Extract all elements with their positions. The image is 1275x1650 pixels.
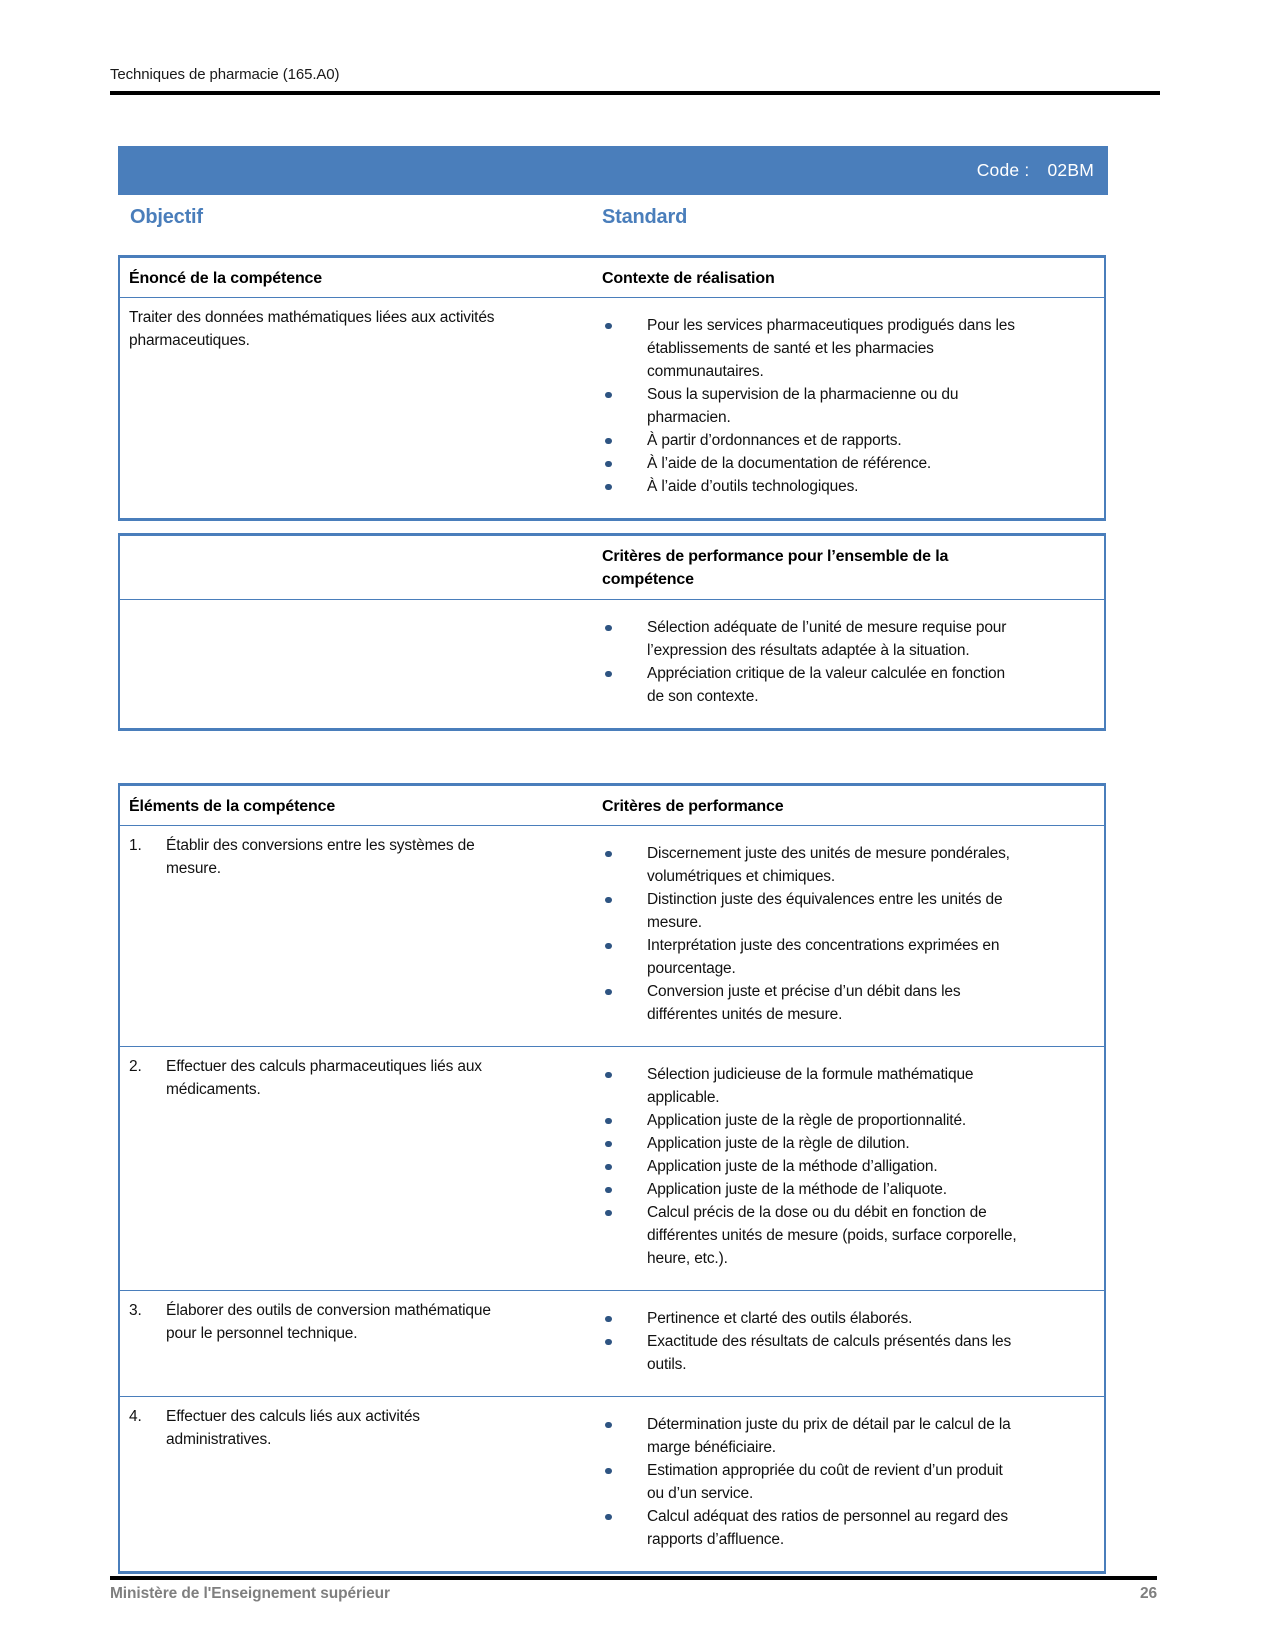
objectif-title: Objectif <box>130 206 203 228</box>
element-cell <box>120 826 602 1046</box>
element-cell <box>120 1047 602 1290</box>
list-item: Exactitude des résultats de calculs présentés dans les outils. <box>647 1330 1022 1376</box>
elements-header: Éléments de la compétence <box>129 798 336 815</box>
element-text: Établir des conversions entre les systèmes de mesure. <box>166 837 475 877</box>
table-header-row <box>120 536 1104 599</box>
criteres-cell <box>602 826 1104 1046</box>
list-item: Pour les services pharmaceutiques prodigués dans les établissements de santé et les pharmacies communautaires. <box>647 314 1022 383</box>
criteres-ensemble-header-text: Critères de performance pour l’ensemble de la compétence <box>602 548 949 588</box>
element-number: 4. <box>129 1408 142 1425</box>
competence-statement: Traiter des données mathématiques liées aux activités pharmaceutiques. <box>129 309 495 349</box>
criteres-bullet-list <box>602 1299 1092 1386</box>
list-item: Sélection judicieuse de la formule mathématique applicable. <box>647 1063 1022 1109</box>
list-item: Conversion juste et précise d’un débit dans les différentes unités de mesure. <box>647 980 1022 1026</box>
list-item: À l’aide de la documentation de référence. <box>647 452 1022 475</box>
criteres-cell <box>602 1397 1104 1571</box>
table-header-row <box>120 258 1104 297</box>
table-row <box>120 297 1104 518</box>
list-item: Interprétation juste des concentrations exprimées en pourcentage. <box>647 934 1022 980</box>
code-value: 02BM <box>1047 160 1094 180</box>
table-header-row <box>120 786 1104 825</box>
criteres-ensemble-bullet-list <box>602 608 1092 718</box>
table-row <box>120 599 1104 728</box>
list-item: Application juste de la méthode d’alligation. <box>647 1155 1022 1178</box>
list-item: Sous la supervision de la pharmacienne ou du pharmacien. <box>647 383 1022 429</box>
enonce-contexte-table <box>118 255 1106 521</box>
element-text: Effectuer des calculs liés aux activités administratives. <box>166 1408 420 1448</box>
element-cell <box>120 1291 602 1396</box>
document-footer <box>110 1585 1157 1603</box>
footer-ministry: Ministère de l'Enseignement supérieur <box>110 1585 390 1602</box>
criteres-header: Critères de performance <box>602 798 784 815</box>
criteres-ensemble-header <box>602 536 1104 599</box>
footer-rule <box>110 1576 1157 1580</box>
criteres-bullet-list <box>602 1055 1092 1280</box>
empty-cell <box>120 600 602 728</box>
list-item: Calcul adéquat des ratios de personnel au regard des rapports d’affluence. <box>647 1505 1022 1551</box>
competence-statement-cell <box>120 298 602 518</box>
header-rule <box>110 91 1160 95</box>
contexte-cell <box>602 298 1104 518</box>
criteres-cell <box>602 1047 1104 1290</box>
criteres-bullet-list <box>602 834 1092 1036</box>
list-item: À l’aide d’outils technologiques. <box>647 475 1022 498</box>
list-item: Pertinence et clarté des outils élaborés. <box>647 1307 1022 1330</box>
list-item: Application juste de la règle de dilution. <box>647 1132 1022 1155</box>
criteres-bullet-list <box>602 1405 1092 1561</box>
element-number: 3. <box>129 1302 142 1319</box>
code-label: Code : <box>976 160 1030 180</box>
list-item: Discernement juste des unités de mesure pondérales, volumétriques et chimiques. <box>647 842 1022 888</box>
page-number: 26 <box>1139 1585 1157 1602</box>
table-row <box>120 1396 1104 1571</box>
criteres-cell <box>602 1291 1104 1396</box>
elements-criteres-table <box>118 783 1106 1574</box>
standard-title: Standard <box>602 206 688 228</box>
table-row <box>120 1046 1104 1290</box>
element-number: 2. <box>129 1058 142 1075</box>
criteres-ensemble-cell <box>602 600 1104 728</box>
list-item: Distinction juste des équivalences entre les unités de mesure. <box>647 888 1022 934</box>
contexte-bullet-list <box>602 306 1092 508</box>
code-banner <box>118 146 1108 195</box>
list-item: À partir d’ordonnances et de rapports. <box>647 429 1022 452</box>
list-item: Calcul précis de la dose ou du débit en fonction de différentes unités de mesure (poids, surface corporelle, heure, etc.). <box>647 1201 1022 1270</box>
empty-cell <box>120 536 602 599</box>
table-row <box>120 825 1104 1046</box>
list-item: Application juste de la méthode de l’aliquote. <box>647 1178 1022 1201</box>
list-item: Application juste de la règle de proportionnalité. <box>647 1109 1022 1132</box>
criteres-ensemble-table <box>118 533 1106 731</box>
list-item: Appréciation critique de la valeur calculée en fonction de son contexte. <box>647 662 1022 708</box>
contexte-header: Contexte de réalisation <box>602 270 775 287</box>
table-row <box>120 1290 1104 1396</box>
enonce-header: Énoncé de la compétence <box>129 270 323 287</box>
list-item: Sélection adéquate de l’unité de mesure requise pour l’expression des résultats adaptée à la situation. <box>647 616 1022 662</box>
list-item: Estimation appropriée du coût de revient d’un produit ou d’un service. <box>647 1459 1022 1505</box>
element-text: Effectuer des calculs pharmaceutiques liés aux médicaments. <box>166 1058 482 1098</box>
element-number: 1. <box>129 837 142 854</box>
running-header-title: Techniques de pharmacie (165.A0) <box>110 66 340 83</box>
element-cell <box>120 1397 602 1571</box>
element-text: Élaborer des outils de conversion mathématique pour le personnel technique. <box>166 1302 491 1342</box>
list-item: Détermination juste du prix de détail par le calcul de la marge bénéficiaire. <box>647 1413 1022 1459</box>
